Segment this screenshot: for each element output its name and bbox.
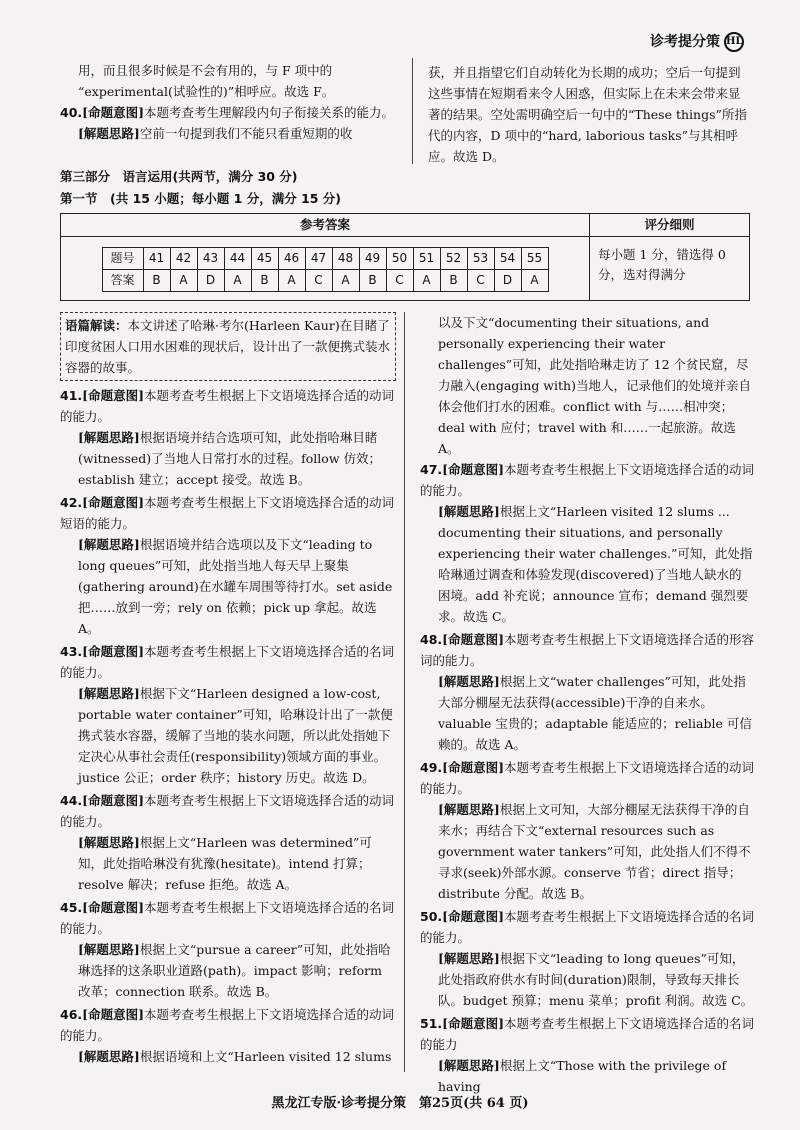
intent-tag: [命题意图] — [442, 760, 504, 775]
question-number: 44. — [60, 793, 83, 808]
analysis-tag: [解题思路] — [78, 537, 140, 552]
analysis-tag: [解题思路] — [78, 430, 140, 445]
text-paragraph: 获，并且指望它们自动转化为长期的成功；空后一句提到这些事情在短期看来令人困惑，但实际上在未来会带来显著的结果。空处需明确空后一句中的“These things”所指代的内容，D 项中的“hard, laborious tasks”与其相呼应。故选 D。 — [428, 65, 747, 164]
question-item — [420, 906, 754, 1011]
answer-cell: B — [440, 269, 467, 291]
intent-text: 本题考查考生根据上下文语境选择合适的名词的能力 — [420, 1016, 755, 1052]
question-item — [60, 790, 396, 895]
intent-tag: [命题意图] — [82, 105, 144, 120]
intent-text: 本题考查考生根据上下文语境选择合适的形容词的能力。 — [420, 632, 755, 668]
intent-text: 本题考查考生根据上下文语境选择合适的动词的能力。 — [420, 760, 755, 796]
analysis-text: 根据上文“water challenges”可知，此处指大部分棚屋无法获得(accessible)干净的自来水。valuable 宝贵的；adaptable 能适应的；reliable 可信赖的。故选 A。 — [438, 674, 752, 752]
intent-tag: [命题意图] — [442, 632, 504, 647]
question-number-cell: 53 — [467, 247, 494, 269]
question-number-cell: 44 — [224, 247, 251, 269]
answer-cell: A — [224, 269, 251, 291]
analysis-text: 根据上文“Those with the privilege of having — [438, 1058, 727, 1094]
question-item — [420, 757, 754, 904]
intent-text: 本题考查考生理解段内句子衔接关系的能力。 — [144, 105, 395, 120]
intent-text: 本题考查考生根据上下文语境选择合适的名词的能力。 — [60, 900, 395, 936]
question-item — [60, 1004, 396, 1067]
question-number-cell: 50 — [386, 247, 413, 269]
answer-cell: A — [332, 269, 359, 291]
top-left-column — [60, 60, 400, 144]
question-number-cell: 46 — [278, 247, 305, 269]
analysis-text: 空前一句提到我们不能只看重短期的收 — [139, 126, 353, 141]
summary-tag: 语篇解读： — [65, 318, 128, 333]
question-number-cell: 51 — [413, 247, 440, 269]
analysis-text: 根据下文“Harleen designed a low-cost, portable water container”可知，哈琳设计出了一款便携式装水容器，缓解了当地的装水问题，所以此处指她下定决心从事社会责任(responsibility)领域方面的事业。justice 公正；order 秩序；history 历史。故选 D。 — [78, 686, 393, 785]
answer-cell: B — [359, 269, 386, 291]
intent-tag: [命题意图] — [82, 1007, 144, 1022]
analysis-tag: [解题思路] — [438, 504, 500, 519]
intent-text: 本题考查考生根据上下文语境选择合适的名词的能力。 — [420, 909, 755, 945]
question-number-cell: 55 — [521, 247, 548, 269]
question-number: 41. — [60, 388, 83, 403]
question-number-cell: 42 — [170, 247, 197, 269]
question-number: 47. — [420, 462, 443, 477]
row-label: 答案 — [102, 269, 143, 291]
intent-text: 本题考查考生根据上下文语境选择合适的动词的能力。 — [60, 388, 395, 424]
intent-text: 本题考查考生根据上下文语境选择合适的名词的能力。 — [60, 644, 395, 680]
analysis-tag: [解题思路] — [78, 126, 140, 141]
answer-cell: C — [305, 269, 332, 291]
question-number-cell: 47 — [305, 247, 332, 269]
grading-title: 评分细则 — [644, 217, 695, 232]
grading-text: 每小题 1 分，错选得 0 分，选对得满分 — [598, 247, 726, 282]
answer-cell: A — [278, 269, 305, 291]
analysis-tag: [解题思路] — [78, 686, 140, 701]
analysis-text: 根据上文“Harleen visited 12 slums ... documenting their situations, and personally experiencing their water challenges.”可知，此处指哈琳通过调查和体验发现(discovered)了当地人缺水的困境。add 补充说；announce 宣布；demand 强烈要求。故选 C。 — [438, 504, 753, 624]
analysis-tag: [解题思路] — [78, 835, 140, 850]
intent-tag: [命题意图] — [442, 1016, 504, 1031]
analysis-tag: [解题思路] — [438, 951, 500, 966]
intent-tag: [命题意图] — [442, 462, 504, 477]
answer-cell: A — [521, 269, 548, 291]
intent-tag: [命题意图] — [82, 900, 144, 915]
text-line: “experimental(试验性的)”相呼应。故选 F。 — [78, 84, 335, 99]
left-column — [60, 312, 396, 1069]
question-item — [60, 385, 396, 490]
question-number-cell: 41 — [143, 247, 170, 269]
question-item — [420, 629, 754, 755]
answer-cell: D — [494, 269, 521, 291]
question-number-cell: 52 — [440, 247, 467, 269]
brand-header — [650, 32, 744, 53]
analysis-text: 根据语境和上文“Harleen visited 12 slums — [139, 1049, 392, 1064]
question-item — [60, 641, 396, 788]
top-right-column — [428, 62, 750, 167]
question-number: 43. — [60, 644, 83, 659]
intent-tag: [命题意图] — [82, 495, 144, 510]
question-number: 51. — [420, 1016, 443, 1031]
answer-cell: D — [197, 269, 224, 291]
intent-tag: [命题意图] — [82, 644, 144, 659]
question-number-cell: 49 — [359, 247, 386, 269]
analysis-tag: [解题思路] — [438, 802, 500, 817]
question-number: 42. — [60, 495, 83, 510]
question-item — [60, 897, 396, 1002]
question-item — [60, 492, 396, 639]
intent-tag: [命题意图] — [442, 909, 504, 924]
analysis-text: 根据语境并结合选项以及下文“leading to long queues”可知，此处指当地人每天早上聚集(gathering around)在水罐车周围等待打水。set aside 把……放到一旁；rely on 依赖；pick up 拿起。故选 A。 — [78, 537, 393, 636]
brand-title: 诊考提分策 — [650, 34, 720, 50]
answer-cell: B — [143, 269, 170, 291]
answer-cell: C — [386, 269, 413, 291]
question-number: 49. — [420, 760, 443, 775]
question-item — [420, 1013, 754, 1097]
analysis-tag: [解题思路] — [78, 942, 140, 957]
answer-table — [102, 247, 549, 292]
intent-tag: [命题意图] — [82, 793, 144, 808]
question-number-cell: 54 — [494, 247, 521, 269]
question-number: 50. — [420, 909, 443, 924]
row-label: 题号 — [102, 247, 143, 269]
intent-text: 本题考查考生根据上下文语境选择合适的动词的能力。 — [60, 793, 395, 829]
analysis-text: 根据上文“pursue a career”可知，此处指哈琳选择的这条职业道路(path)。impact 影响；reform 改革；connection 联系。故选 B。 — [78, 942, 391, 999]
section-title: 第三部分 语言运用(共两节，满分 30 分) — [60, 169, 298, 184]
answer-box — [60, 213, 750, 301]
answer-key-title: 参考答案 — [61, 214, 590, 236]
analysis-tag: [解题思路] — [438, 674, 500, 689]
question-number-cell: 48 — [332, 247, 359, 269]
answer-cell: B — [251, 269, 278, 291]
intent-text: 本题考查考生根据上下文语境选择合适的动词的能力。 — [60, 1007, 395, 1043]
analysis-text: 根据上文可知，大部分棚屋无法获得干净的自来水；再结合下文“external resources such as government water tankers”可知，此处指人们不得不寻求(seek)外部水源。conserve 节省；direct 指导；distribute 分配。故选 B。 — [438, 802, 751, 901]
question-number: 45. — [60, 900, 83, 915]
right-column — [420, 312, 754, 1099]
analysis-text: 根据语境并结合选项可知，此处指哈琳目睹(witnessed)了当地人日常打水的过程。follow 仿效；establish 建立；accept 接受。故选 B。 — [78, 430, 381, 487]
analysis-tag: [解题思路] — [78, 1049, 140, 1064]
column-divider — [412, 58, 413, 164]
analysis-text: 根据上文“Harleen was determined”可知，此处指哈琳没有犹豫(hesitate)。intend 打算；resolve 解决；refuse 拒绝。故选 A。 — [78, 835, 372, 892]
question-item — [420, 459, 754, 627]
answer-cell: A — [413, 269, 440, 291]
question-number-cell: 45 — [251, 247, 278, 269]
question-number: 46. — [60, 1007, 83, 1022]
subsection-title: 第一节 (共 15 小题；每小题 1 分，满分 15 分) — [60, 191, 342, 206]
column-divider — [404, 312, 405, 1072]
intent-text: 本题考查考生根据上下文语境选择合适的动词的能力。 — [420, 462, 755, 498]
text-line: 用，而且很多时候是不会有用的，与 F 项中的 — [78, 63, 333, 78]
intent-text: 本题考查考生根据上下文语境选择合适的动词短语的能力。 — [60, 495, 395, 531]
question-number: 48. — [420, 632, 443, 647]
passage-summary — [60, 312, 396, 381]
text-paragraph: 以及下文“documenting their situations, and personally experiencing their water challenges”可知，此处指哈琳走访了 12 个贫民窟，尽力融入(engaging with)当地人，记录他们的处境并亲自体会他们打水的困难。conflict with 与……相冲突；deal with 应付；travel with 和……一起旅游。故选 A。 — [438, 315, 751, 456]
answer-cell: A — [170, 269, 197, 291]
intent-tag: [命题意图] — [82, 388, 144, 403]
question-number-cell: 43 — [197, 247, 224, 269]
page-footer: 黑龙江专版·诊考提分策 第25页(共 64 页) — [271, 1096, 529, 1111]
answer-cell: C — [467, 269, 494, 291]
question-number: 40. — [60, 105, 83, 120]
analysis-tag: [解题思路] — [438, 1058, 500, 1073]
summary-text: 本文讲述了哈琳·考尔(Harleen Kaur)在目睹了印度贫困人口用水困难的现状后，设计出了一款便携式装水容器的故事。 — [65, 318, 391, 375]
analysis-text: 根据下文“leading to long queues”可知，此处指政府供水有时间(duration)限制，导致每天排长队。budget 预算；menu 菜单；profit 利润。故选 C。 — [438, 951, 754, 1008]
brand-logo-icon: HL — [724, 32, 744, 52]
